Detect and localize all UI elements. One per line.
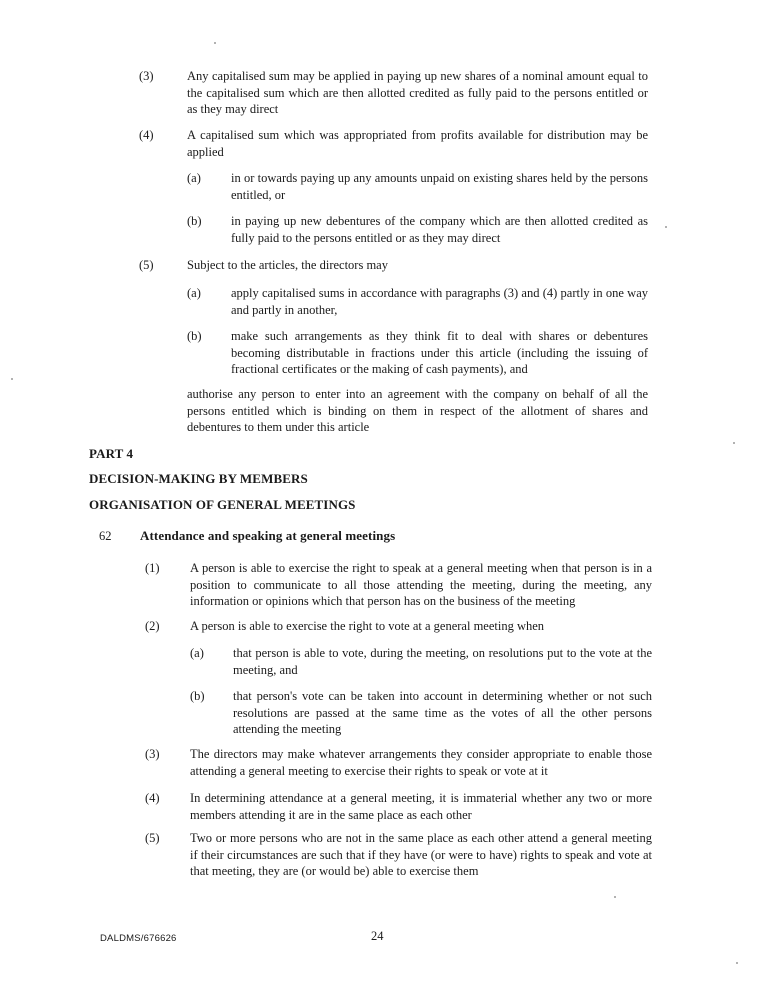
para-4a-text: in or towards paying up any amounts unpaid on existing shares held by the persons entitled, or: [231, 171, 648, 202]
para-3-text: Any capitalised sum may be applied in paying up new shares of a nominal amount equal to the capitalised sum which are then allotted credited as fully paid to the persons entitled or as they may direct: [187, 69, 648, 116]
article-62-para-3-text: The directors may make whatever arrangements they consider appropriate to enable those attending a general meeting to exercise their rights to speak or vote at it: [190, 747, 652, 778]
article-62-para-2-text: A person is able to exercise the right to vote at a general meeting when: [190, 619, 545, 633]
part-heading: PART 4: [89, 446, 134, 461]
article-62-para-2b-text: that person's vote can be taken into account in determining whether or not such resolutions are passed at the same time as the votes of all the other persons attending the meeting: [233, 689, 652, 736]
para-3-number: (3): [139, 69, 154, 83]
scan-speck: [11, 378, 13, 380]
article-62-para-4-number: (4): [145, 791, 160, 805]
footer-document-reference: DALDMS/676626: [100, 933, 177, 944]
para-4b-number: (b): [187, 214, 202, 228]
article-62-para-2a-number: (a): [190, 646, 204, 660]
para-5-text: Subject to the articles, the directors may: [187, 258, 388, 272]
para-5-closing-text: authorise any person to enter into an agreement with the company on behalf of all the persons entitled which is binding on them in respect of the allotment of shares and debentures to them under this article: [187, 387, 648, 434]
article-number: 62: [99, 529, 112, 543]
footer-page-number: 24: [371, 929, 384, 943]
para-4-text: A capitalised sum which was appropriated from profits available for distribution may be applied: [187, 128, 648, 159]
article-62-para-5-text: Two or more persons who are not in the same place as each other attend a general meeting if their circumstances are such that if they have (or were to have) rights to speak and vote at that meeting, they are (or would be) able to exercise them: [190, 831, 652, 878]
para-5-number: (5): [139, 258, 154, 272]
para-5b-number: (b): [187, 329, 202, 343]
article-62-para-5-number: (5): [145, 831, 160, 845]
scan-speck: [614, 896, 616, 898]
scan-speck: [665, 226, 667, 228]
scan-speck: [733, 442, 735, 444]
article-62-para-2-number: (2): [145, 619, 160, 633]
article-62-para-2a-text: that person is able to vote, during the meeting, on resolutions put to the vote at the meeting, and: [233, 646, 652, 677]
scan-speck: [736, 962, 738, 964]
article-title: Attendance and speaking at general meetings: [140, 528, 396, 543]
article-62-para-2b-number: (b): [190, 689, 205, 703]
article-62-para-1-number: (1): [145, 561, 160, 575]
para-4-number: (4): [139, 128, 154, 142]
article-62-para-4-text: In determining attendance at a general meeting, it is immaterial whether any two or more members attending it are in the same place as each other: [190, 791, 652, 822]
subsection-heading: ORGANISATION OF GENERAL MEETINGS: [89, 497, 356, 512]
para-5a-number: (a): [187, 286, 201, 300]
para-4a-number: (a): [187, 171, 201, 185]
para-4b-text: in paying up new debentures of the company which are then allotted credited as fully paid to the persons entitled or as they may direct: [231, 214, 648, 245]
para-5b-text: make such arrangements as they think fit to deal with shares or debentures becoming distributable in fractions under this article (including the issuing of fractional certificates or the making of cash payments), and: [231, 329, 648, 376]
para-5a-text: apply capitalised sums in accordance with paragraphs (3) and (4) partly in one way and partly in another,: [231, 286, 648, 317]
article-62-para-3-number: (3): [145, 747, 160, 761]
scan-speck: [214, 42, 216, 44]
article-62-para-1-text: A person is able to exercise the right to speak at a general meeting when that person is in a position to communicate to all those attending the meeting, during the meeting, any information or opinions which that person has on the business of the meeting: [190, 561, 652, 608]
section-heading: DECISION-MAKING BY MEMBERS: [89, 471, 308, 486]
